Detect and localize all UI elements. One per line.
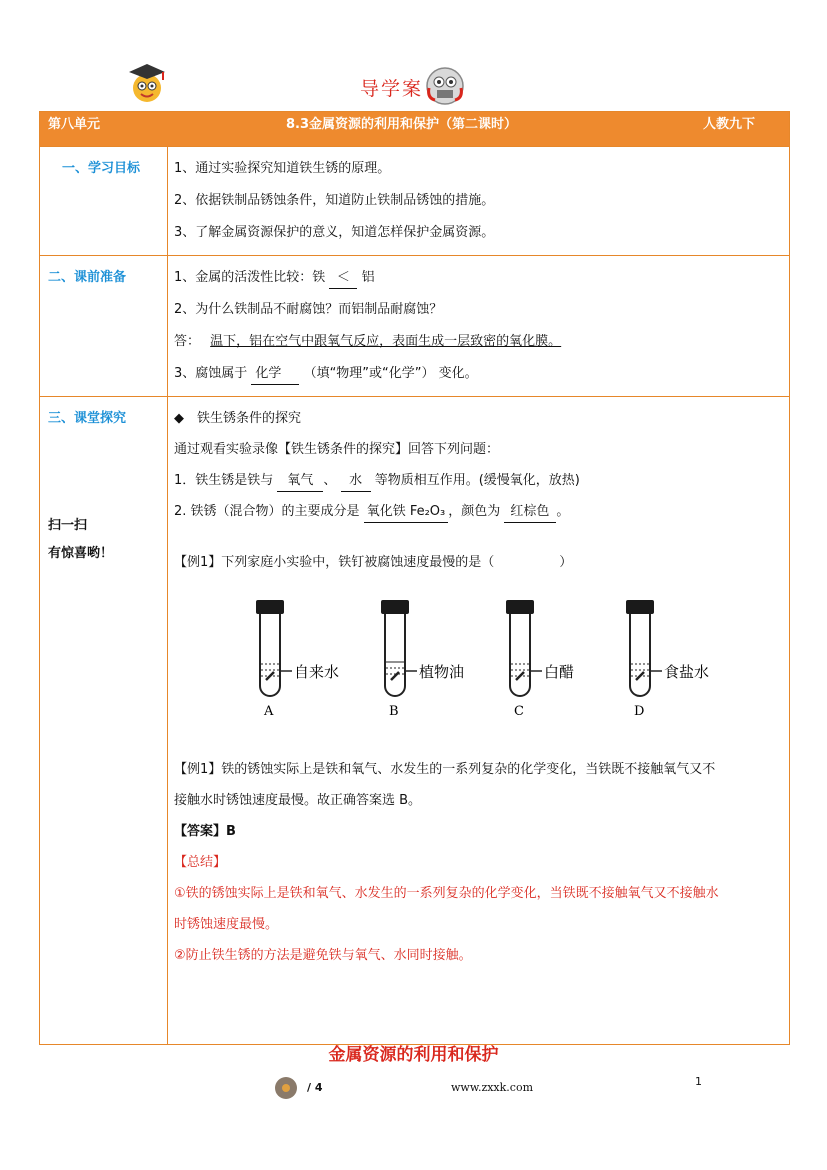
owl-emblem-icon	[425, 66, 465, 106]
prep-row	[40, 256, 790, 397]
q-text: 1．铁生锈是铁与	[174, 473, 274, 488]
summary-label: 【总结】	[174, 855, 227, 870]
explore-bullet: ◆ 铁生锈条件的探究	[174, 411, 301, 426]
test-tube-b	[381, 600, 464, 719]
answer-blank: 水	[341, 471, 371, 492]
answer-blank: 温下，铝在空气中跟氧气反应，表面生成一层致密的氧化膜。	[210, 334, 562, 349]
prep-line-3	[174, 326, 783, 358]
tube-letter: B	[389, 704, 399, 719]
goal-line: 2、依据铁制品锈蚀条件，知道防止铁制品锈蚀的措施。	[174, 193, 495, 208]
prep-text: 3、腐蚀属于	[174, 366, 248, 381]
prep-text: 答：	[174, 334, 201, 349]
graduate-mascot-icon	[125, 60, 169, 108]
summary-line-2: ②防止铁生锈的方法是避免铁与氧气、水同时接触。	[174, 948, 472, 963]
tube-letter: D	[634, 704, 645, 719]
summary-line-1a: ①铁的锈蚀实际上是铁和氧气、水发生的一系列复杂的化学变化，当铁既不接触氧气又不接触水	[174, 886, 719, 901]
summary-line-1b: 时锈蚀速度最慢。	[174, 917, 279, 932]
footer-title: 金属资源的利用和保护	[328, 1045, 499, 1065]
prep-text: 1、金属的活泼性比较：铁	[174, 270, 326, 285]
tube-letter: A	[264, 704, 274, 719]
explanation-line-1: 【例1】铁的锈蚀实际上是铁和氧气、水发生的一系列复杂的化学变化，当铁既不接触氧气又不	[174, 762, 716, 777]
prep-line-1	[174, 262, 783, 294]
explanation-line-2: 接触水时锈蚀速度最慢。故正确答案选 B。	[174, 793, 422, 808]
q-text: 等物质相互作用。(缓慢氧化，放热)	[374, 473, 580, 488]
answer-blank: ＜	[329, 268, 357, 289]
table-header-bar	[40, 112, 790, 147]
header-title: 导学案	[360, 78, 424, 100]
explore-content	[168, 397, 790, 1045]
q-text: 。	[556, 504, 570, 519]
goal-line: 3、了解金属资源保护的意义，知道怎样保护金属资源。	[174, 225, 495, 240]
q-text: 、	[323, 473, 337, 488]
goals-content	[168, 147, 790, 256]
footer-bar	[275, 1077, 575, 1099]
goals-row	[40, 147, 790, 256]
answer-blank: 化学	[251, 364, 299, 385]
answer-blank: 氧化铁 Fe₂O₃	[364, 502, 449, 523]
lesson-table	[39, 111, 790, 1045]
test-tube-diagram	[244, 596, 764, 736]
test-tube-c	[506, 600, 574, 719]
test-tube-d	[626, 600, 709, 719]
unit-label: 第八单元	[40, 112, 199, 146]
scan-line-2: 有惊喜哟！	[48, 546, 114, 561]
publisher-label: 人教九下	[604, 112, 789, 146]
q-text: 2. 铁锈（混合物）的主要成分是	[174, 504, 360, 519]
section-label-explore	[40, 397, 168, 1045]
scan-line-1: 扫一扫	[48, 518, 88, 533]
site-url[interactable]: www.zxxk.com	[451, 1081, 534, 1094]
tube-label: 植物油	[419, 664, 465, 681]
explore-q1	[174, 465, 783, 496]
prep-text: （填“物理”或“化学”） 变化。	[303, 366, 478, 381]
tube-letter: C	[514, 704, 524, 719]
explore-q2	[174, 496, 783, 527]
page-header	[0, 60, 827, 110]
disc-icon	[275, 1077, 297, 1099]
prep-text: 铝	[361, 270, 375, 285]
tube-label: 食盐水	[664, 664, 710, 681]
answer-blank: 氧气	[277, 471, 323, 492]
page-total: / 4	[307, 1081, 323, 1094]
lesson-title: 8.3金属资源的利用和保护（第二课时）	[199, 112, 604, 146]
section-label-explore-text: 三、课堂探究	[48, 411, 127, 426]
test-tube-a	[256, 600, 339, 719]
answer-line: 【答案】B	[174, 824, 236, 839]
answer-blank: 红棕色	[504, 502, 556, 523]
explore-intro: 通过观看实验录像【铁生锈条件的探究】回答下列问题：	[174, 442, 500, 457]
tube-label: 白醋	[544, 664, 575, 681]
q-text: ，颜色为	[448, 504, 501, 519]
scan-prompt	[48, 512, 113, 568]
tube-label: 自来水	[294, 664, 340, 681]
prep-line-4	[174, 358, 783, 390]
goal-line: 1、通过实验探究知道铁生锈的原理。	[174, 161, 391, 176]
section-label-prep: 二、课前准备	[40, 256, 168, 397]
example-question: 【例1】下列家庭小实验中，铁钉被腐蚀速度最慢的是（ ）	[174, 555, 573, 570]
prep-line-2: 2、为什么铁制品不耐腐蚀？而铝制品耐腐蚀？	[174, 302, 443, 317]
page-number: 1	[695, 1075, 702, 1088]
section-label-goals: 一、学习目标	[40, 147, 168, 256]
explore-row	[40, 397, 790, 1045]
prep-content	[168, 256, 790, 397]
